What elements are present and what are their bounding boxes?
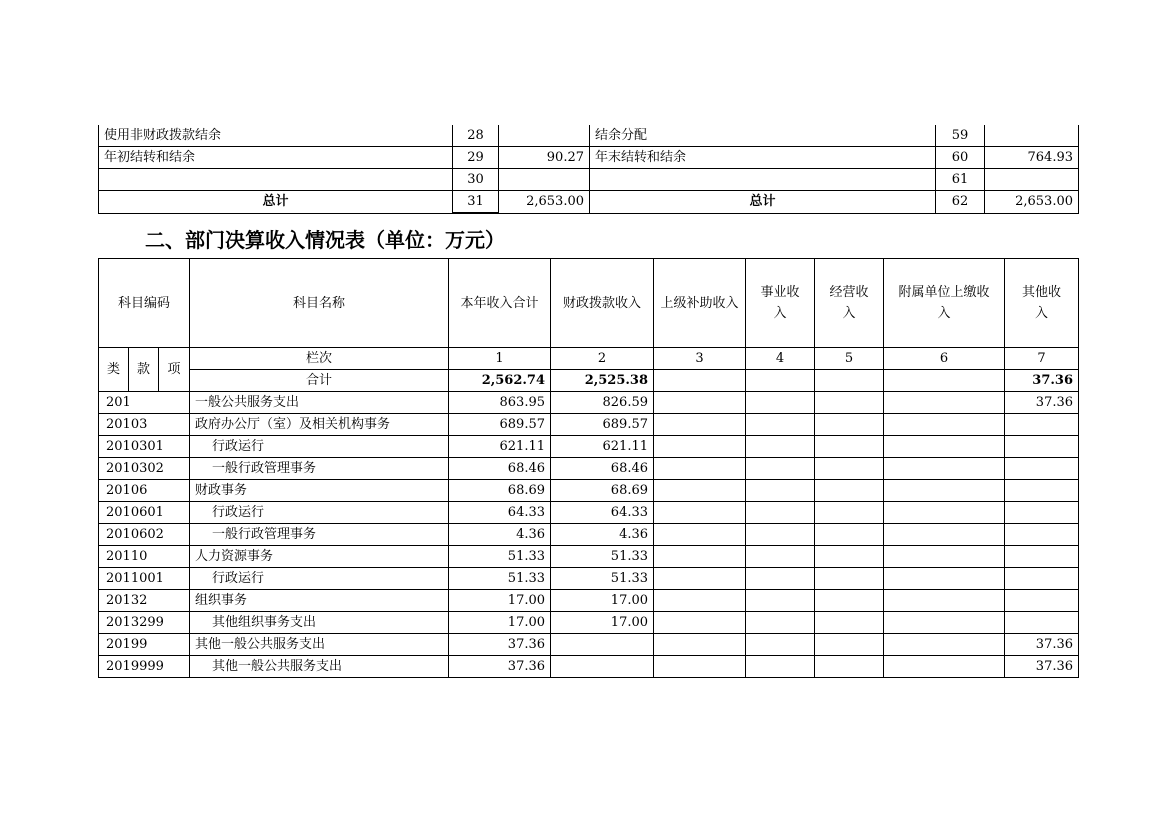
balance-total-right-amount: 2,653.00 [985,191,1079,214]
amount-superior [654,480,746,502]
balance-total-left-label: 总计 [99,191,453,214]
balance-right-number: 60 [936,147,985,169]
amount-other [1005,436,1079,458]
subject-code: 2010602 [99,524,190,546]
subject-code: 2010601 [99,502,190,524]
amount-other: 37.36 [1005,392,1079,414]
balance-total-left-number: 31 [453,191,499,214]
column-number: 7 [1005,348,1079,370]
column-number-row [99,348,1079,370]
amount-operating [815,502,884,524]
subject-name: 一般行政管理事务 [190,524,449,546]
amount-affiliated [884,502,1005,524]
subject-name: 人力资源事务 [190,546,449,568]
balance-row [99,147,1079,169]
balance-left-number: 29 [453,147,499,169]
income-table-body [99,259,1079,678]
subject-code: 20110 [99,546,190,568]
column-number: 4 [746,348,815,370]
amount-business [746,480,815,502]
amount-fiscal: 621.11 [551,436,654,458]
amount-other [1005,590,1079,612]
subject-code: 20132 [99,590,190,612]
balance-table-body [99,125,1079,213]
amount-other: 37.36 [1005,656,1079,678]
amount-other [1005,524,1079,546]
amount-operating [815,590,884,612]
balance-row [99,169,1079,191]
amount-affiliated [884,612,1005,634]
amount-business [746,612,815,634]
subject-code: 20103 [99,414,190,436]
amount-affiliated [884,546,1005,568]
subject-name: 行政运行 [190,502,449,524]
amount-operating [815,458,884,480]
balance-total-right-label: 总计 [590,191,936,214]
amount-business [746,546,815,568]
balance-total-left-amount: 2,653.00 [499,191,590,214]
sub-header-item: 项 [159,348,190,392]
amount-operating [815,480,884,502]
table-row [99,502,1079,524]
amount-other [1005,612,1079,634]
amount-superior [654,612,746,634]
table-row [99,612,1079,634]
balance-left-label: 使用非财政拨款结余 [99,125,453,147]
balance-left-amount [499,169,590,191]
amount-superior [654,656,746,678]
amount-other [1005,502,1079,524]
amount-business [746,414,815,436]
amount-business [746,458,815,480]
amount-superior [654,392,746,414]
subject-name: 其他一般公共服务支出 [190,634,449,656]
subject-code: 2019999 [99,656,190,678]
sum-total: 2,562.74 [449,370,551,392]
amount-total: 37.36 [449,634,551,656]
amount-business [746,436,815,458]
amount-superior [654,546,746,568]
balance-left-amount: 90.27 [499,147,590,169]
table-row [99,590,1079,612]
amount-affiliated [884,568,1005,590]
amount-superior [654,458,746,480]
balance-right-label [590,169,936,191]
amount-superior [654,414,746,436]
table-row [99,546,1079,568]
amount-fiscal: 68.46 [551,458,654,480]
amount-total: 51.33 [449,546,551,568]
subject-name: 行政运行 [190,568,449,590]
amount-affiliated [884,414,1005,436]
amount-total: 68.69 [449,480,551,502]
amount-affiliated [884,392,1005,414]
header-superior: 上级补助收入 [654,259,746,348]
subject-name: 其他组织事务支出 [190,612,449,634]
column-number: 6 [884,348,1005,370]
balance-left-label: 年初结转和结余 [99,147,453,169]
header-row [99,259,1079,348]
amount-business [746,590,815,612]
header-business: 事业收入 [746,259,815,348]
sum-label: 合计 [190,370,449,392]
amount-operating [815,524,884,546]
amount-business [746,392,815,414]
table-row [99,524,1079,546]
subject-code: 2011001 [99,568,190,590]
amount-fiscal: 689.57 [551,414,654,436]
amount-operating [815,656,884,678]
amount-affiliated [884,634,1005,656]
amount-operating [815,392,884,414]
amount-total: 17.00 [449,612,551,634]
amount-affiliated [884,656,1005,678]
amount-fiscal: 17.00 [551,612,654,634]
amount-other [1005,458,1079,480]
amount-fiscal: 17.00 [551,590,654,612]
column-number: 2 [551,348,654,370]
amount-total: 68.46 [449,458,551,480]
amount-operating [815,436,884,458]
sum-superior [654,370,746,392]
subject-name: 组织事务 [190,590,449,612]
amount-other [1005,568,1079,590]
sum-business [746,370,815,392]
subject-code: 2010302 [99,458,190,480]
amount-superior [654,634,746,656]
amount-business [746,656,815,678]
column-number: 1 [449,348,551,370]
sum-fiscal: 2,525.38 [551,370,654,392]
amount-business [746,634,815,656]
column-number: 3 [654,348,746,370]
amount-superior [654,502,746,524]
table-row [99,656,1079,678]
amount-total: 689.57 [449,414,551,436]
balance-left-amount [499,125,590,147]
amount-affiliated [884,524,1005,546]
subject-code: 2010301 [99,436,190,458]
balance-right-label: 结余分配 [590,125,936,147]
amount-affiliated [884,436,1005,458]
amount-superior [654,590,746,612]
amount-fiscal: 51.33 [551,568,654,590]
subject-name: 财政事务 [190,480,449,502]
amount-operating [815,414,884,436]
amount-other [1005,480,1079,502]
subject-name: 政府办公厅（室）及相关机构事务 [190,414,449,436]
balance-table [98,125,1079,214]
amount-fiscal: 4.36 [551,524,654,546]
amount-total: 17.00 [449,590,551,612]
balance-left-number: 28 [453,125,499,147]
balance-left-label [99,169,453,191]
table-row [99,458,1079,480]
amount-total: 37.36 [449,656,551,678]
subject-name: 一般行政管理事务 [190,458,449,480]
sum-row [99,370,1079,392]
amount-fiscal: 826.59 [551,392,654,414]
amount-operating [815,612,884,634]
income-table [98,258,1079,678]
subject-code: 2013299 [99,612,190,634]
amount-other: 37.36 [1005,634,1079,656]
amount-fiscal: 68.69 [551,480,654,502]
amount-total: 621.11 [449,436,551,458]
amount-operating [815,546,884,568]
header-code: 科目编码 [99,259,190,348]
balance-right-label: 年末结转和结余 [590,147,936,169]
table-row [99,568,1079,590]
table-row [99,392,1079,414]
table-row [99,634,1079,656]
balance-right-amount [985,125,1079,147]
sub-header-section: 款 [129,348,159,392]
header-name: 科目名称 [190,259,449,348]
sum-affiliated [884,370,1005,392]
amount-fiscal [551,634,654,656]
amount-total: 863.95 [449,392,551,414]
balance-right-amount: 764.93 [985,147,1079,169]
sub-header-class: 类 [99,348,129,392]
section-title: 二、部门决算收入情况表（单位：万元） [145,228,505,252]
table-row [99,480,1079,502]
amount-total: 64.33 [449,502,551,524]
header-affiliated: 附属单位上缴收入 [884,259,1005,348]
amount-fiscal: 51.33 [551,546,654,568]
balance-right-amount [985,169,1079,191]
balance-total-right-number: 62 [936,191,985,214]
amount-fiscal: 64.33 [551,502,654,524]
amount-total: 4.36 [449,524,551,546]
amount-affiliated [884,480,1005,502]
amount-operating [815,568,884,590]
header-operating: 经营收入 [815,259,884,348]
sum-other: 37.36 [1005,370,1079,392]
header-total: 本年收入合计 [449,259,551,348]
amount-superior [654,524,746,546]
table-row [99,414,1079,436]
sum-operating [815,370,884,392]
header-other: 其他收入 [1005,259,1079,348]
table-row [99,436,1079,458]
balance-left-number: 30 [453,169,499,191]
subject-name: 一般公共服务支出 [190,392,449,414]
subject-code: 20106 [99,480,190,502]
amount-superior [654,568,746,590]
amount-superior [654,436,746,458]
amount-affiliated [884,590,1005,612]
amount-business [746,502,815,524]
subject-name: 其他一般公共服务支出 [190,656,449,678]
amount-fiscal [551,656,654,678]
amount-total: 51.33 [449,568,551,590]
amount-operating [815,634,884,656]
subject-name: 行政运行 [190,436,449,458]
column-row-label: 栏次 [190,348,449,370]
amount-business [746,524,815,546]
balance-right-number: 61 [936,169,985,191]
column-number: 5 [815,348,884,370]
balance-row [99,125,1079,147]
header-fiscal: 财政拨款收入 [551,259,654,348]
subject-code: 201 [99,392,190,414]
balance-total-row [99,191,1079,214]
subject-code: 20199 [99,634,190,656]
balance-right-number: 59 [936,125,985,147]
amount-affiliated [884,458,1005,480]
amount-business [746,568,815,590]
amount-other [1005,546,1079,568]
amount-other [1005,414,1079,436]
